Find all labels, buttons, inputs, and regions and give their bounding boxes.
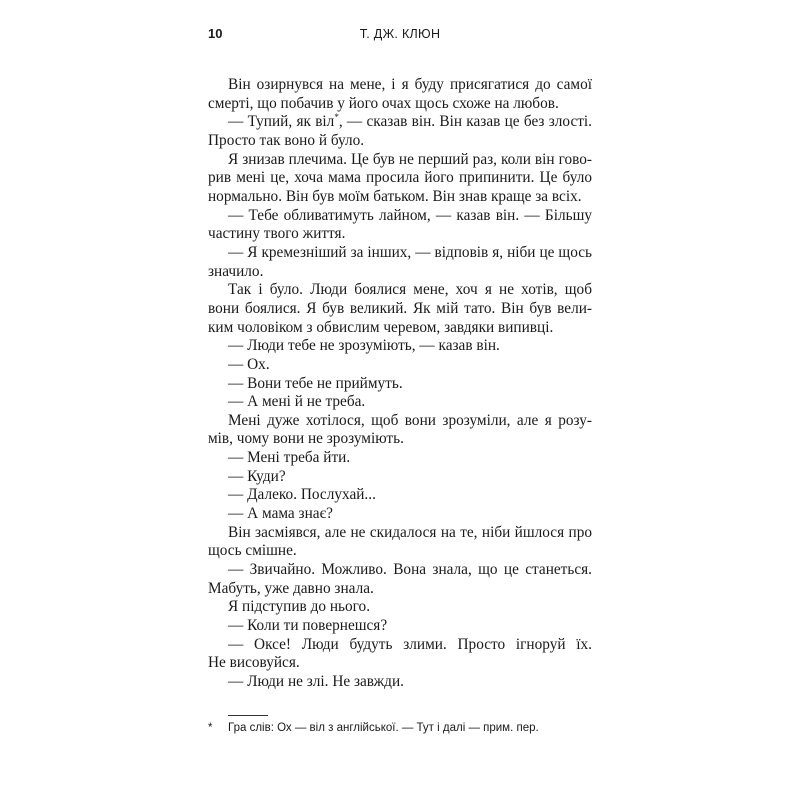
text-line bbox=[228, 524, 592, 543]
text-line bbox=[228, 636, 592, 655]
line-text: — Коли ти повернешся? bbox=[228, 617, 388, 635]
text-line bbox=[228, 113, 592, 132]
text-line bbox=[228, 412, 592, 431]
text-line bbox=[208, 542, 592, 561]
line-text: — А мама знає? bbox=[228, 505, 333, 523]
text-line bbox=[228, 281, 592, 300]
text-line bbox=[228, 76, 592, 95]
line-text: — Ох. bbox=[228, 355, 270, 373]
running-head bbox=[208, 24, 592, 44]
line-text: Так і було. Люди боялися мене, хоч я не хотів, щоб bbox=[228, 281, 592, 299]
text-line bbox=[228, 337, 592, 356]
text-line bbox=[228, 598, 592, 617]
line-text: — Мені треба йти. bbox=[228, 449, 351, 467]
text-line bbox=[208, 580, 592, 599]
text-line bbox=[208, 654, 592, 673]
line-text: — Вони тебе не приймуть. bbox=[228, 374, 403, 392]
body-text bbox=[208, 76, 592, 692]
text-line bbox=[228, 393, 592, 412]
line-text: рив мені це, хоча мама просила його припинити. Це було bbox=[208, 169, 592, 187]
line-text: Не висовуйся. bbox=[208, 654, 300, 672]
line-text: — Люди не злі. Не завжди. bbox=[228, 673, 404, 690]
line-text: щось смішне. bbox=[208, 542, 297, 560]
page-number: 10 bbox=[208, 26, 223, 41]
line-text: ким чоловіком з обвислим черевом, завдяки випивці. bbox=[208, 318, 554, 336]
line-text: — Звичайно. Можливо. Вона знала, що це станеться. bbox=[228, 561, 592, 579]
footnote-mark: * bbox=[208, 722, 213, 734]
line-text: мів, чому вони не зрозуміють. bbox=[208, 430, 404, 448]
line-text-after: , — сказав він. Він казав це без злості. bbox=[338, 113, 592, 131]
text-line bbox=[228, 151, 592, 170]
text-line bbox=[208, 95, 592, 114]
line-text: Мені дуже хотілося, щоб вони зрозуміли, але я розу- bbox=[228, 411, 592, 429]
line-text: Просто так воно й було. bbox=[208, 131, 365, 149]
line-text: смерті, що побачив у його очах щось схоже на любов. bbox=[208, 94, 559, 112]
text-line bbox=[228, 468, 592, 487]
text-line bbox=[228, 356, 592, 375]
line-text: Я підступив до нього. bbox=[228, 598, 371, 616]
line-text: вони боялися. Я був великий. Як мій тато. Він був вели- bbox=[208, 299, 592, 317]
text-line bbox=[228, 561, 592, 580]
line-text: — Я кремезніший за інших, — відповів я, ніби це щось bbox=[228, 243, 592, 261]
line-text: значило. bbox=[208, 262, 264, 280]
line-text: — Куди? bbox=[228, 467, 286, 485]
footnote-divider bbox=[228, 715, 268, 716]
line-text: — Оксе! Люди будуть злими. Просто ігноруй їх. bbox=[228, 635, 592, 653]
line-text: — Тебе обливатимуть лайном, — казав він. — Більшу bbox=[228, 206, 592, 224]
text-line bbox=[228, 673, 592, 692]
line-text: — А мені й не треба. bbox=[228, 393, 366, 411]
text-line bbox=[208, 319, 592, 338]
text-line bbox=[208, 169, 592, 188]
text-line bbox=[228, 505, 592, 524]
line-text: Він озирнувся на мене, і я буду присягатися до самої bbox=[228, 76, 592, 93]
line-text: — Люди тебе не зрозуміють, — казав він. bbox=[228, 337, 500, 355]
line-text: Він засміявся, але не скидалося на те, ніби йшлося про bbox=[228, 523, 592, 541]
footnote-text: Гра слів: Ох — віл з англійської. — Тут і далі — прим. пер. bbox=[228, 722, 539, 734]
running-title: Т. ДЖ. КЛЮН bbox=[359, 27, 441, 41]
text-line bbox=[208, 263, 592, 282]
text-line bbox=[228, 244, 592, 263]
text-line bbox=[228, 449, 592, 468]
text-line bbox=[228, 207, 592, 226]
text-line bbox=[228, 375, 592, 394]
text-line bbox=[208, 188, 592, 207]
footnote-reference: * bbox=[334, 112, 339, 123]
line-text: — Тупий, як віл bbox=[228, 113, 335, 131]
text-line bbox=[208, 132, 592, 151]
text-line bbox=[208, 430, 592, 449]
line-text: — Далеко. Послухай... bbox=[228, 486, 376, 504]
line-text: нормально. Він був моїм батьком. Він знав краще за всіх. bbox=[208, 187, 582, 205]
text-line bbox=[228, 486, 592, 505]
line-text: частину твого життя. bbox=[208, 225, 346, 243]
text-line bbox=[228, 617, 592, 636]
line-text: Мабуть, уже давно знала. bbox=[208, 579, 374, 597]
line-text: Я знизав плечима. Це був не перший раз, коли він гово- bbox=[228, 150, 592, 168]
text-line bbox=[208, 225, 592, 244]
text-line bbox=[208, 300, 592, 319]
